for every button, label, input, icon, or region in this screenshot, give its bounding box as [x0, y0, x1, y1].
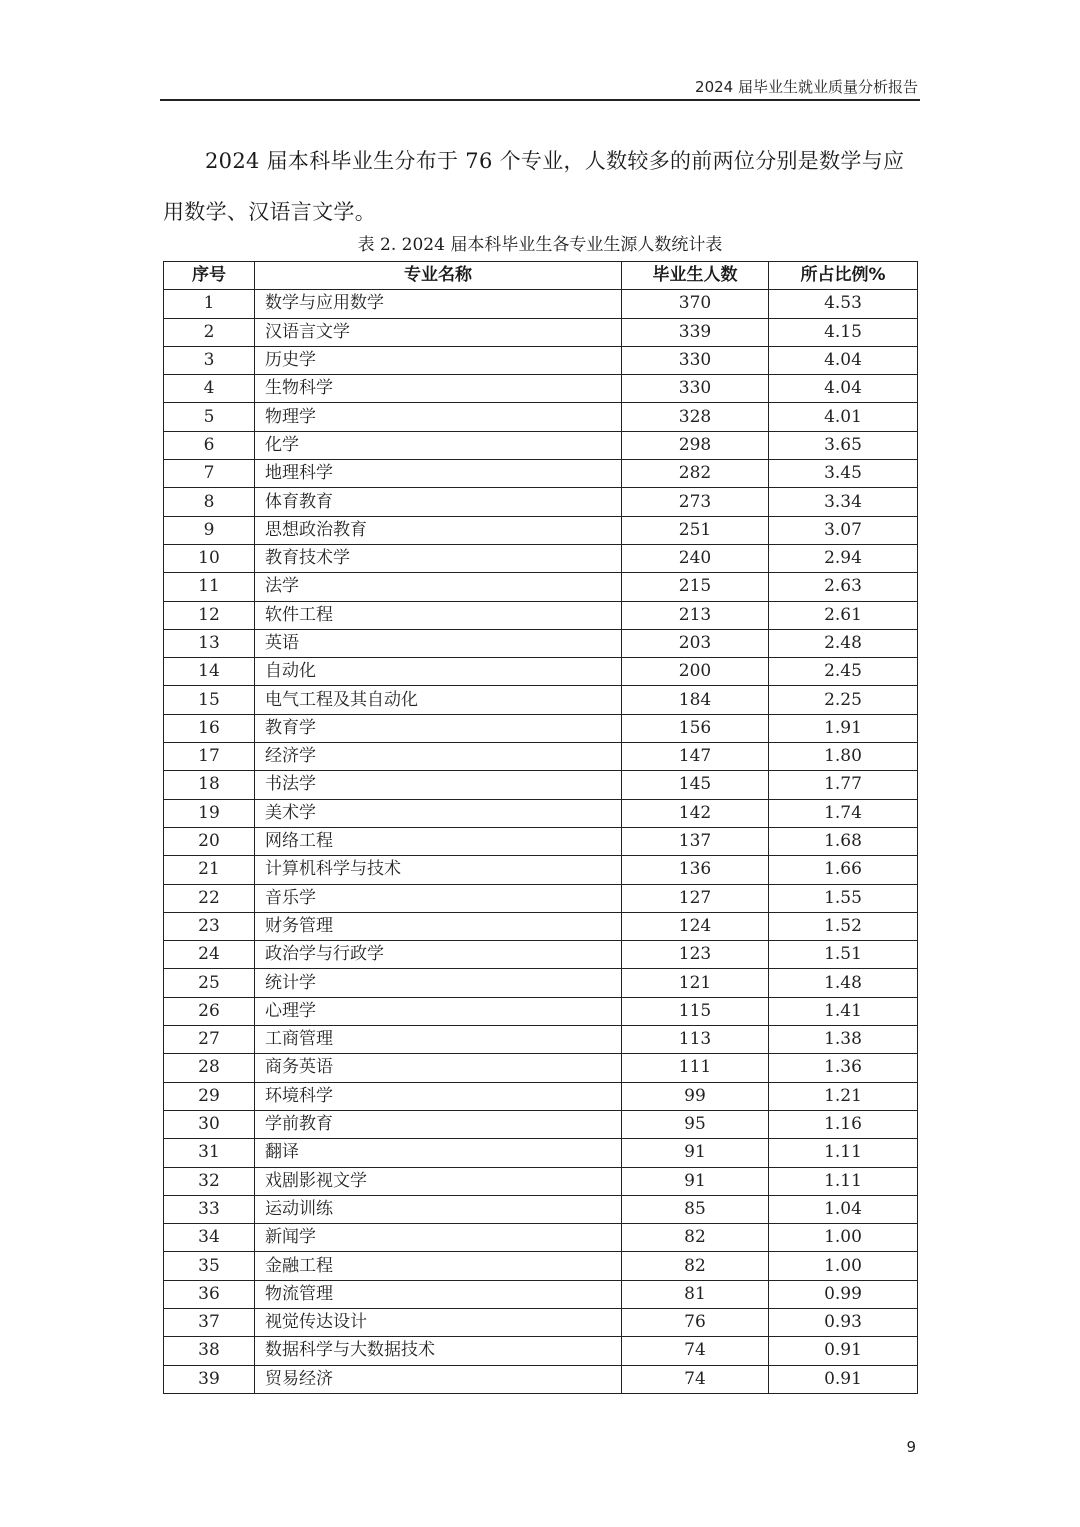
row-index: 2	[164, 318, 255, 346]
table-row	[164, 1252, 918, 1280]
percentage: 1.11	[769, 1167, 918, 1195]
major-name: 戏剧影视文学	[255, 1167, 622, 1195]
percentage: 1.66	[769, 856, 918, 884]
major-name: 化学	[255, 431, 622, 459]
row-index: 25	[164, 969, 255, 997]
percentage: 1.36	[769, 1054, 918, 1082]
row-index: 31	[164, 1139, 255, 1167]
table-row	[164, 460, 918, 488]
table-row	[164, 1280, 918, 1308]
graduate-count: 240	[622, 544, 769, 572]
majors-table	[163, 261, 918, 1394]
row-index: 4	[164, 375, 255, 403]
major-name: 商务英语	[255, 1054, 622, 1082]
major-name: 电气工程及其自动化	[255, 686, 622, 714]
row-index: 3	[164, 346, 255, 374]
major-name: 美术学	[255, 799, 622, 827]
row-index: 35	[164, 1252, 255, 1280]
percentage: 2.25	[769, 686, 918, 714]
graduate-count: 213	[622, 601, 769, 629]
row-index: 1	[164, 290, 255, 318]
table-row	[164, 856, 918, 884]
percentage: 1.55	[769, 884, 918, 912]
graduate-count: 121	[622, 969, 769, 997]
major-name: 历史学	[255, 346, 622, 374]
row-index: 6	[164, 431, 255, 459]
major-name: 视觉传达设计	[255, 1308, 622, 1336]
major-name: 数学与应用数学	[255, 290, 622, 318]
percentage: 2.94	[769, 544, 918, 572]
header-rule	[160, 99, 920, 101]
row-index: 39	[164, 1365, 255, 1393]
major-name: 统计学	[255, 969, 622, 997]
percentage: 1.80	[769, 743, 918, 771]
graduate-count: 82	[622, 1224, 769, 1252]
major-name: 音乐学	[255, 884, 622, 912]
row-index: 7	[164, 460, 255, 488]
table-row	[164, 601, 918, 629]
table-row	[164, 544, 918, 572]
major-name: 书法学	[255, 771, 622, 799]
row-index: 32	[164, 1167, 255, 1195]
percentage: 1.77	[769, 771, 918, 799]
graduate-count: 370	[622, 290, 769, 318]
percentage: 0.91	[769, 1365, 918, 1393]
graduate-count: 145	[622, 771, 769, 799]
percentage: 1.68	[769, 827, 918, 855]
row-index: 28	[164, 1054, 255, 1082]
table-row	[164, 1337, 918, 1365]
row-index: 13	[164, 629, 255, 657]
row-index: 30	[164, 1110, 255, 1138]
row-index: 12	[164, 601, 255, 629]
graduate-count: 203	[622, 629, 769, 657]
major-name: 经济学	[255, 743, 622, 771]
table-row	[164, 290, 918, 318]
table-row	[164, 969, 918, 997]
major-name: 财务管理	[255, 912, 622, 940]
graduate-count: 142	[622, 799, 769, 827]
table-row	[164, 743, 918, 771]
row-index: 8	[164, 488, 255, 516]
table-row	[164, 1365, 918, 1393]
percentage: 2.48	[769, 629, 918, 657]
major-name: 政治学与行政学	[255, 941, 622, 969]
major-name: 新闻学	[255, 1224, 622, 1252]
major-name: 汉语言文学	[255, 318, 622, 346]
row-index: 33	[164, 1195, 255, 1223]
percentage: 1.16	[769, 1110, 918, 1138]
row-index: 37	[164, 1308, 255, 1336]
graduate-count: 82	[622, 1252, 769, 1280]
table-row	[164, 658, 918, 686]
graduate-count: 111	[622, 1054, 769, 1082]
table-row	[164, 403, 918, 431]
percentage: 2.61	[769, 601, 918, 629]
percentage: 3.07	[769, 516, 918, 544]
major-name: 金融工程	[255, 1252, 622, 1280]
graduate-count: 184	[622, 686, 769, 714]
graduate-count: 99	[622, 1082, 769, 1110]
table-row	[164, 1139, 918, 1167]
percentage: 0.91	[769, 1337, 918, 1365]
graduate-count: 156	[622, 714, 769, 742]
table-row	[164, 488, 918, 516]
header-count: 毕业生人数	[622, 262, 769, 290]
row-index: 14	[164, 658, 255, 686]
percentage: 1.38	[769, 1026, 918, 1054]
graduate-count: 85	[622, 1195, 769, 1223]
row-index: 34	[164, 1224, 255, 1252]
table-body	[164, 290, 918, 1394]
graduate-count: 273	[622, 488, 769, 516]
graduate-count: 127	[622, 884, 769, 912]
major-name: 体育教育	[255, 488, 622, 516]
major-name: 教育学	[255, 714, 622, 742]
table-row	[164, 1167, 918, 1195]
graduate-count: 91	[622, 1167, 769, 1195]
graduate-count: 81	[622, 1280, 769, 1308]
table-header-row	[164, 262, 918, 290]
major-name: 贸易经济	[255, 1365, 622, 1393]
row-index: 10	[164, 544, 255, 572]
percentage: 1.04	[769, 1195, 918, 1223]
major-name: 物流管理	[255, 1280, 622, 1308]
graduate-count: 74	[622, 1365, 769, 1393]
row-index: 21	[164, 856, 255, 884]
percentage: 1.51	[769, 941, 918, 969]
table-row	[164, 941, 918, 969]
table-row	[164, 346, 918, 374]
percentage: 1.11	[769, 1139, 918, 1167]
header-major: 专业名称	[255, 262, 622, 290]
row-index: 17	[164, 743, 255, 771]
table-row	[164, 629, 918, 657]
percentage: 0.99	[769, 1280, 918, 1308]
table-row	[164, 686, 918, 714]
percentage: 2.45	[769, 658, 918, 686]
percentage: 1.48	[769, 969, 918, 997]
graduate-count: 251	[622, 516, 769, 544]
graduate-count: 200	[622, 658, 769, 686]
table-row	[164, 771, 918, 799]
table-row	[164, 573, 918, 601]
table-row	[164, 375, 918, 403]
row-index: 11	[164, 573, 255, 601]
percentage: 1.41	[769, 997, 918, 1025]
percentage: 3.34	[769, 488, 918, 516]
major-name: 翻译	[255, 1139, 622, 1167]
table-row	[164, 318, 918, 346]
percentage: 1.52	[769, 912, 918, 940]
major-name: 自动化	[255, 658, 622, 686]
header-index: 序号	[164, 262, 255, 290]
percentage: 1.21	[769, 1082, 918, 1110]
table-row	[164, 799, 918, 827]
graduate-count: 74	[622, 1337, 769, 1365]
major-name: 教育技术学	[255, 544, 622, 572]
graduate-count: 298	[622, 431, 769, 459]
table-row	[164, 827, 918, 855]
graduate-count: 95	[622, 1110, 769, 1138]
row-index: 38	[164, 1337, 255, 1365]
table-caption: 表 2. 2024 届本科毕业生各专业生源人数统计表	[357, 235, 723, 255]
percentage: 1.00	[769, 1252, 918, 1280]
graduate-count: 330	[622, 375, 769, 403]
header-percent: 所占比例%	[769, 262, 918, 290]
graduate-count: 124	[622, 912, 769, 940]
row-index: 16	[164, 714, 255, 742]
percentage: 3.45	[769, 460, 918, 488]
graduate-count: 147	[622, 743, 769, 771]
percentage: 4.15	[769, 318, 918, 346]
percentage: 4.53	[769, 290, 918, 318]
major-name: 网络工程	[255, 827, 622, 855]
graduate-count: 76	[622, 1308, 769, 1336]
major-name: 环境科学	[255, 1082, 622, 1110]
table-row	[164, 1195, 918, 1223]
major-name: 软件工程	[255, 601, 622, 629]
table-row	[164, 884, 918, 912]
row-index: 15	[164, 686, 255, 714]
row-index: 22	[164, 884, 255, 912]
page-number: 9	[906, 1438, 916, 1456]
table-row	[164, 1054, 918, 1082]
major-name: 思想政治教育	[255, 516, 622, 544]
row-index: 36	[164, 1280, 255, 1308]
row-index: 18	[164, 771, 255, 799]
major-name: 数据科学与大数据技术	[255, 1337, 622, 1365]
table-row	[164, 1026, 918, 1054]
table-row	[164, 1224, 918, 1252]
percentage: 4.01	[769, 403, 918, 431]
graduate-count: 282	[622, 460, 769, 488]
percentage: 0.93	[769, 1308, 918, 1336]
major-name: 心理学	[255, 997, 622, 1025]
row-index: 26	[164, 997, 255, 1025]
major-name: 英语	[255, 629, 622, 657]
major-name: 生物科学	[255, 375, 622, 403]
major-name: 法学	[255, 573, 622, 601]
graduate-count: 136	[622, 856, 769, 884]
percentage: 4.04	[769, 346, 918, 374]
row-index: 29	[164, 1082, 255, 1110]
percentage: 3.65	[769, 431, 918, 459]
row-index: 23	[164, 912, 255, 940]
major-name: 工商管理	[255, 1026, 622, 1054]
graduate-count: 113	[622, 1026, 769, 1054]
table-row	[164, 431, 918, 459]
percentage: 2.63	[769, 573, 918, 601]
row-index: 24	[164, 941, 255, 969]
graduate-count: 328	[622, 403, 769, 431]
graduate-count: 215	[622, 573, 769, 601]
table-row	[164, 1082, 918, 1110]
table-row	[164, 997, 918, 1025]
running-header: 2024 届毕业生就业质量分析报告	[695, 78, 918, 96]
table-row	[164, 912, 918, 940]
intro-paragraph: 2024 届本科毕业生分布于 76 个专业，人数较多的前两位分别是数学与应用数学、汉语言文学。	[163, 149, 905, 224]
table-row	[164, 714, 918, 742]
major-name: 物理学	[255, 403, 622, 431]
major-name: 学前教育	[255, 1110, 622, 1138]
row-index: 9	[164, 516, 255, 544]
percentage: 4.04	[769, 375, 918, 403]
graduate-count: 91	[622, 1139, 769, 1167]
row-index: 20	[164, 827, 255, 855]
table-row	[164, 1110, 918, 1138]
graduate-count: 123	[622, 941, 769, 969]
table-row	[164, 1308, 918, 1336]
row-index: 27	[164, 1026, 255, 1054]
graduate-count: 137	[622, 827, 769, 855]
table-row	[164, 516, 918, 544]
major-name: 地理科学	[255, 460, 622, 488]
row-index: 19	[164, 799, 255, 827]
major-name: 运动训练	[255, 1195, 622, 1223]
percentage: 1.74	[769, 799, 918, 827]
graduate-count: 115	[622, 997, 769, 1025]
major-name: 计算机科学与技术	[255, 856, 622, 884]
percentage: 1.91	[769, 714, 918, 742]
row-index: 5	[164, 403, 255, 431]
graduate-count: 339	[622, 318, 769, 346]
percentage: 1.00	[769, 1224, 918, 1252]
graduate-count: 330	[622, 346, 769, 374]
